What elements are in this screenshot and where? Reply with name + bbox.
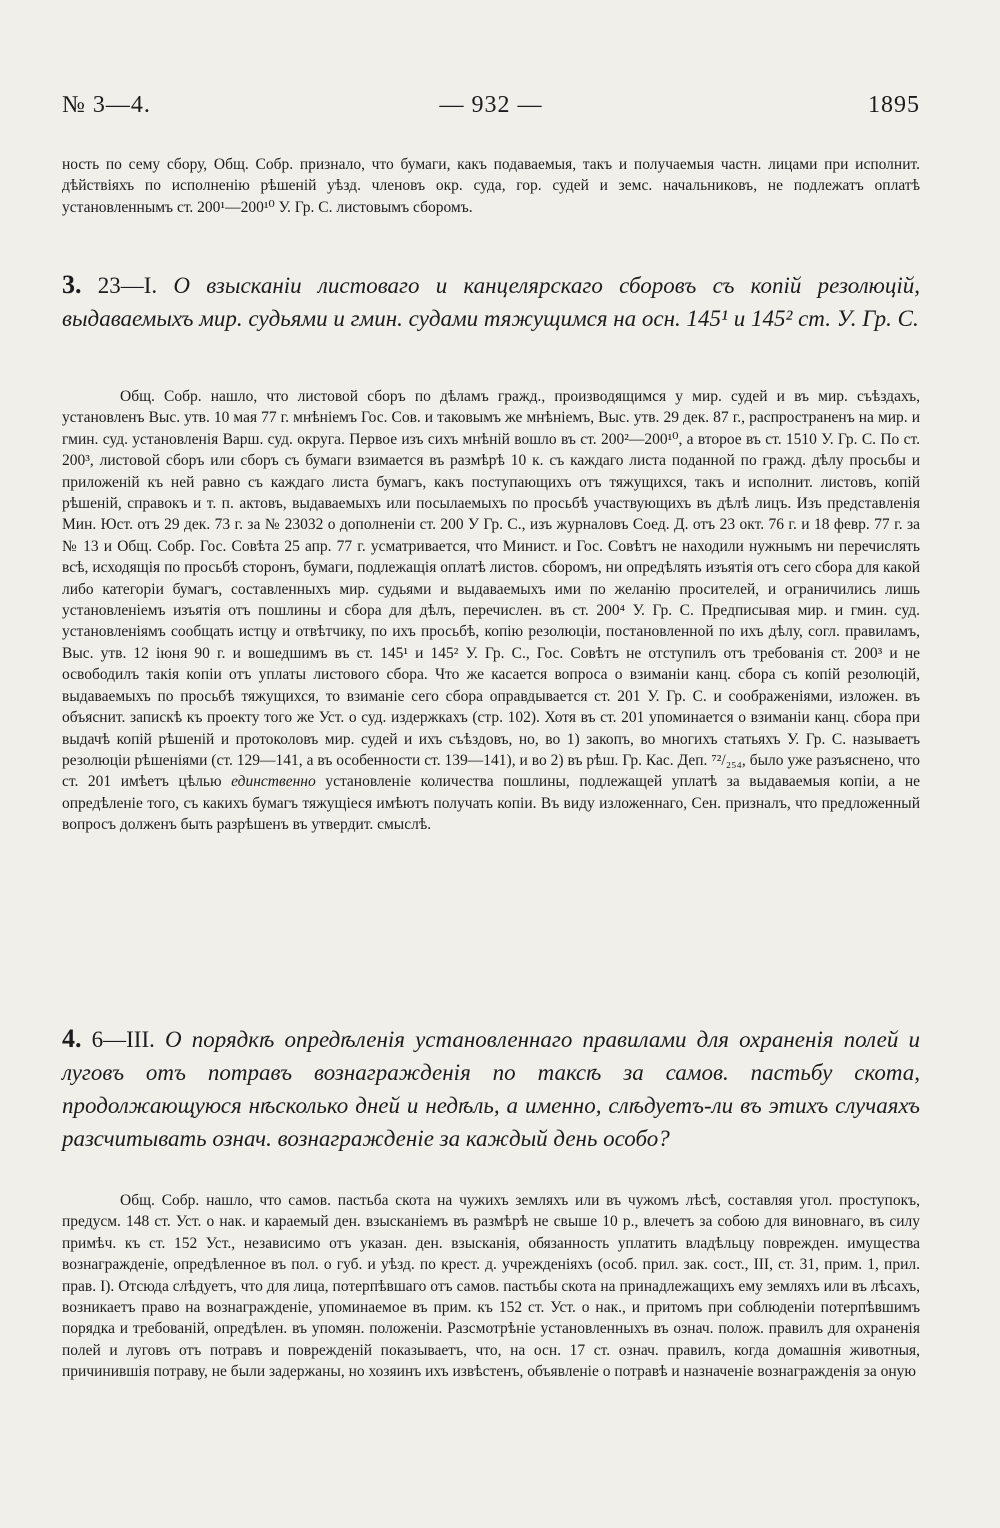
page-header (62, 92, 920, 128)
year: 1895 (868, 92, 920, 118)
section-3-body-emphasis: единственно (231, 773, 316, 791)
section-3-title: О взысканіи листоваго и канцелярскаго сборовъ съ копій резолюцій, выдаваемыхъ мир. судьями и гмин. судами тяжущимся на осн. 145¹ и 145² ст. У. Гр. С. (62, 273, 921, 331)
section-4-title: О порядкѣ опредѣленія установленнаго правилами для охраненія полей и луговъ отъ потравъ вознагражденія по таксѣ за самов. пастьбу скота, продолжающуюся нѣсколько дней и недѣль, а именно, слѣдуетъ-ли въ этихъ случаяхъ разсчитывать означ. вознагражденіе за каждый день особо? (62, 1027, 921, 1151)
section-3-body (62, 386, 920, 836)
section-3-ref: 23—I. (97, 273, 158, 298)
section-3-heading (62, 268, 920, 335)
section-4-heading (62, 1022, 920, 1155)
section-3-number: 3. (62, 270, 82, 299)
section-4-number: 4. (62, 1024, 82, 1053)
section-4-ref: 6—III. (91, 1027, 155, 1052)
issue-number: № 3—4. (62, 92, 151, 118)
section-3-body-text: Общ. Собр. нашло, что листовой сборъ по дѣламъ гражд., производящимся у мир. судей и въ мир. съѣздахъ, установленъ Выс. утв. 10 мая 77 г. мнѣніемъ Гос. Сов. и таковымъ же мнѣніемъ, Выс. утв. 29 дек. 87 г., распространенъ на мир. и гмин. суд. установленія Варш. суд. округа. Первое изъ сихъ мнѣній вошло въ ст. 200²—200¹⁰, а второе въ ст. 1510 У. Гр. С. По ст. 200³, листовой сборъ или сборъ съ бумаги взимается въ размѣрѣ 10 к. съ каждаго листа поданной по гражд. дѣлу просьбы и приложеній къ ней равно съ каждаго листа бумагъ, какъ поступающихъ отъ тяжущихся, такъ и исполнит. листовъ, копій рѣшеній, справокъ и т. п. актовъ, выдаваемыхъ или посылаемыхъ по просьбѣ участвующихъ въ дѣлѣ лицъ. Изъ представленія Мин. Юст. отъ 29 дек. 73 г. за № 23032 о дополненіи ст. 200 У Гр. С., изъ журналовъ Соед. Д. отъ 23 окт. 76 г. и 18 февр. 77 г. за № 13 и Общ. Собр. Гос. Совѣта 25 апр. 77 г. усматривается, что Минист. и Гос. Совѣтъ не находили нужнымъ ни перечислять всѣ, исходящія по просьбѣ сторонъ, бумаги, подлежащія оплатѣ листов. сборомъ, ни опредѣлять изъятія отъ сего сбора для какой либо категоріи бумагъ, составленныхъ мир. судьями и выдаваемыхъ ими по желанію просителей, и ограничились лишь установленіемъ изъятія отъ пошлины и сбора для дѣлъ, перечислен. въ ст. 200⁴ У. Гр. С. Предписывая мир. и гмин. суд. установленіямъ сообщать истцу и отвѣтчику, по ихъ просьбѣ, копію резолюціи, постановленной по ихъ дѣлу, согл. правиламъ, Выс. утв. 12 іюня 90 г. и вошедшимъ въ ст. 145¹ и 145² У. Гр. С., Гос. Совѣтъ не отступилъ отъ требованія ст. 200³ и не освободилъ такія копіи отъ уплаты листового сбора. Что же касается вопроса о взиманіи канц. сбора съ копій резолюцій, выдаваемыхъ по просьбѣ тяжущихся, то взиманіе сего сбора оправдывается ст. 201 У. Гр. С. и соображеніями, изложен. въ объяснит. запискѣ къ проекту того же Уст. о суд. издержкахъ (стр. 102). Хотя въ ст. 201 упоминается о взиманіи канц. сбора при выдачѣ копій рѣшеній и протоколовъ мир. судей и ихъ съѣздовъ, но, во 1) закопъ, во многихъ статьяхъ У. Гр. С. называетъ резолюціи рѣшеніями (ст. 129—141, а въ особенности ст. 139—141), и во 2) въ рѣш. Гр. Кас. Деп. ⁷²/₂₅₄, было уже разъяснено, что ст. 201 имѣетъ цѣлью (62, 388, 920, 791)
intro-paragraph: ность по сему сбору, Общ. Собр. признало, что бумаги, какъ подаваемыя, такъ и получаемыя частн. лицами при исполнит. дѣйствіяхъ по исполненію рѣшеній уѣзд. членовъ окр. суда, гор. судей и земс. начальниковъ, не подлежатъ оплатѣ установленнымъ ст. 200¹—200¹⁰ У. Гр. С. листовымъ сборомъ. (62, 156, 920, 216)
page-number: — 932 — (439, 92, 543, 118)
section-4-body: Общ. Собр. нашло, что самов. пастьба скота на чужихъ земляхъ или въ чужомъ лѣсѣ, составляя угол. проступокъ, предусм. 148 ст. Уст. о нак. и караемый ден. взысканіемъ въ размѣрѣ не свыше 10 р., влечетъ за собою для виновнаго, въ силу примѣч. къ ст. 152 Уст., независимо отъ указан. ден. взысканія, обязанность уплатить владѣльцу поврежден. имущества вознагражденіе, опредѣленное въ пол. о губ. и уѣзд. по крест. д. учрежденіяхъ (особ. прил. зак. сост., III, ст. 31, прим. 1, прил. прав. I). Отсюда слѣдуетъ, что для лица, потерпѣвшаго отъ самов. пастьбы скота на принадлежащихъ ему земляхъ или въ лѣсахъ, возникаетъ право на вознагражденіе, упоминаемое въ прим. къ 152 ст. Уст. о нак., и притомъ при соблюденіи потерпѣвшимъ порядка и требованій, опредѣлен. въ упомян. положеніи. Разсмотрѣніе установленныхъ въ означ. полож. правилъ для охраненія полей и луговъ отъ потравъ и поврежденій показываетъ, что, на осн. 17 ст. означ. правилъ, когда домашнія животныя, причинившія потраву, не были задержаны, но хозяинъ ихъ извѣстенъ, объявленіе о потравѣ и назначеніе вознагражденія за оную (62, 1192, 920, 1381)
section-3-body-tail: установленіе количества пошлины, подлежащей уплатѣ за выдаваемыя копіи, а не опредѣленіе того, съ какихъ бумагъ тяжущіеся имѣютъ получать копіи. Въ виду изложеннаго, Сен. призналъ, что предложенный вопросъ долженъ быть разрѣшенъ въ утвердит. смыслѣ. (62, 773, 921, 834)
